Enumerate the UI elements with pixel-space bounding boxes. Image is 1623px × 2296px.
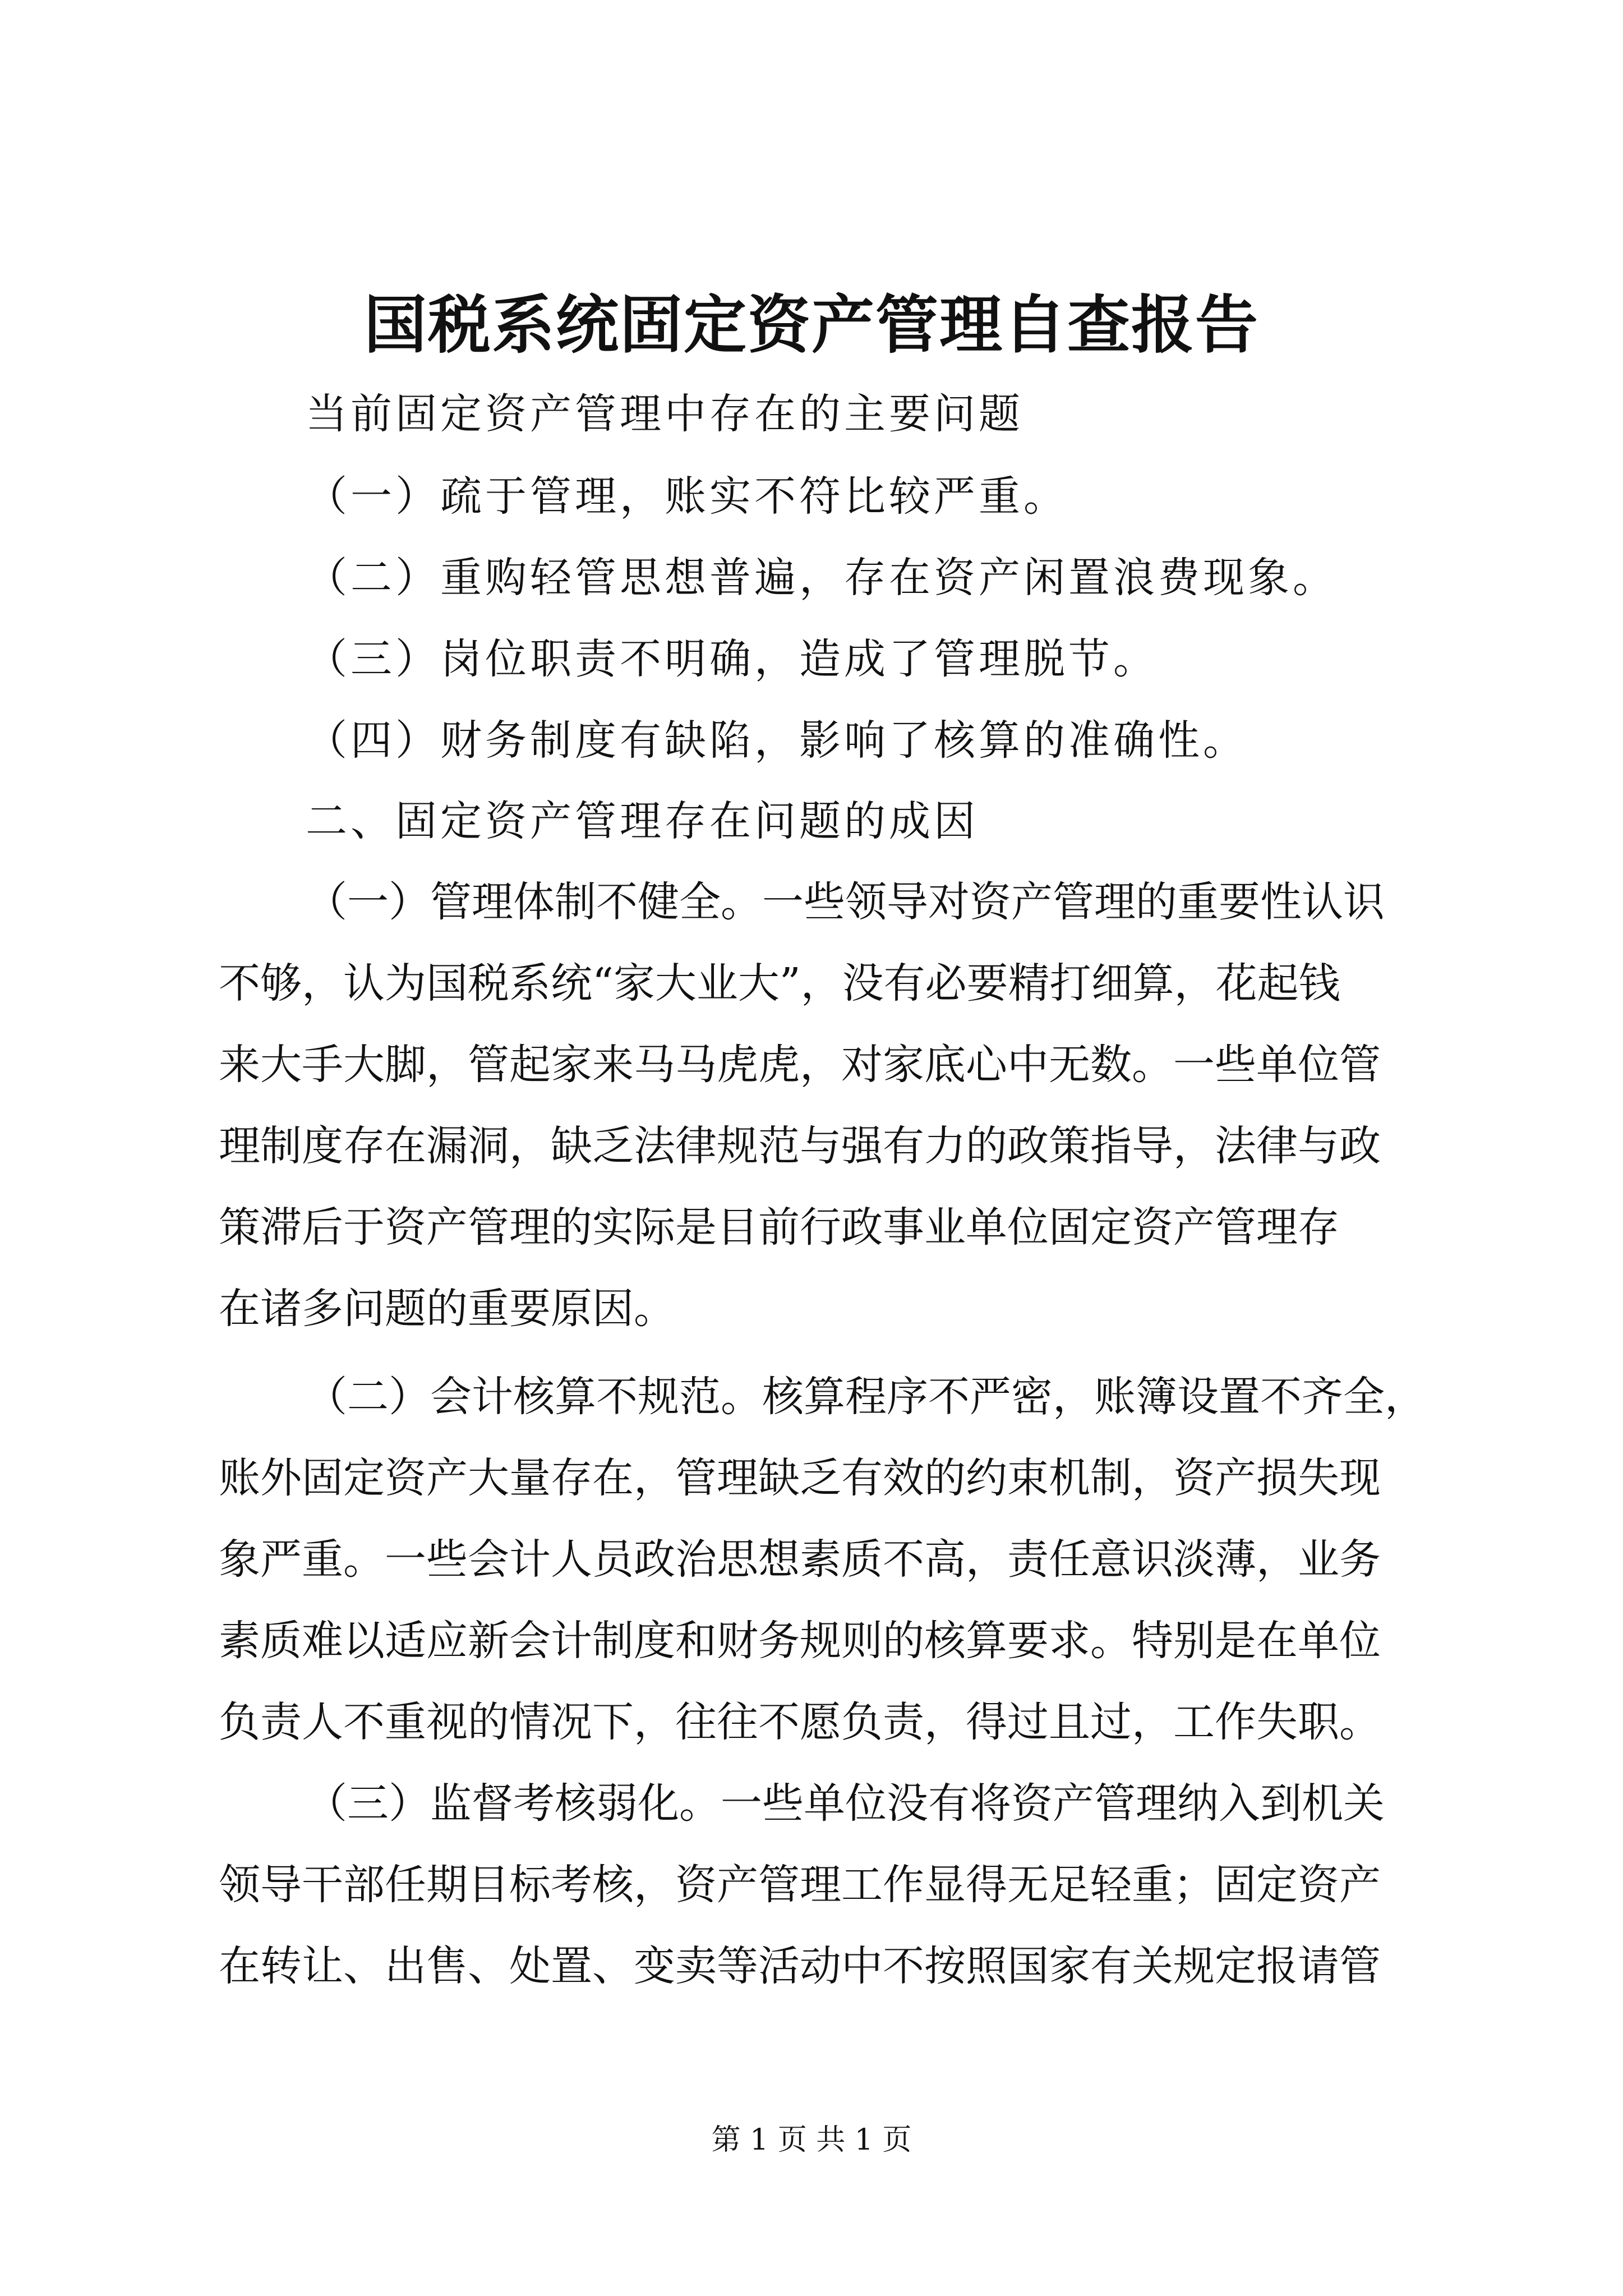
paragraph-line: 负责人不重视的情况下，往往不愿负责，得过且过，工作失职。 — [219, 1698, 1381, 1746]
paragraph-line: 在转让、出售、处置、变卖等活动中不按照国家有关规定报请管 — [219, 1942, 1381, 1990]
page-number: 第 1 页 共 1 页 — [711, 2123, 912, 2157]
list-item: （二）重购轻管思想普遍，存在资产闲置浪费现象。 — [306, 554, 1338, 602]
paragraph-line: 不够，认为国税系统“家大业大”，没有必要精打细算，花起钱 — [219, 959, 1340, 1007]
paragraph-line: 素质难以适应新会计制度和财务规则的核算要求。特别是在单位 — [219, 1617, 1381, 1665]
paragraph-line: 在诸多问题的重要原因。 — [219, 1285, 675, 1333]
section-heading-1: 当前固定资产管理中存在的主要问题 — [306, 390, 1023, 438]
paragraph-line: 来大手大脚，管起家来马马虎虎，对家底心中无数。一些单位管 — [219, 1041, 1381, 1089]
paragraph-line: 策滞后于资产管理的实际是目前行政事业单位固定资产管理存 — [219, 1203, 1339, 1251]
section-heading-2: 二、固定资产管理存在问题的成因 — [306, 797, 979, 845]
paragraph-line: 理制度存在漏洞，缺乏法律规范与强有力的政策指导，法律与政 — [219, 1122, 1381, 1170]
paragraph-line: （一）管理体制不健全。一些领导对资产管理的重要性认识 — [306, 878, 1385, 926]
list-item: （四）财务制度有缺陷，影响了核算的准确性。 — [306, 716, 1248, 765]
list-item: （三）岗位职责不明确，造成了管理脱节。 — [306, 635, 1158, 683]
paragraph-line: （三）监督考核弱化。一些单位没有将资产管理纳入到机关 — [306, 1779, 1385, 1828]
paragraph-line: 账外固定资产大量存在，管理缺乏有效的约束机制，资产损失现 — [219, 1454, 1381, 1502]
paragraph-line: 象严重。一些会计人员政治思想素质不高，责任意识淡薄，业务 — [219, 1535, 1381, 1584]
document-title: 国税系统固定资产管理自查报告 — [364, 288, 1259, 362]
paragraph-line: （二）会计核算不规范。核算程序不严密，账簿设置不齐全， — [306, 1373, 1426, 1421]
paragraph-line: 领导干部任期目标考核，资产管理工作显得无足轻重；固定资产 — [219, 1861, 1381, 1909]
list-item: （一）疏于管理，账实不符比较严重。 — [306, 472, 1068, 521]
